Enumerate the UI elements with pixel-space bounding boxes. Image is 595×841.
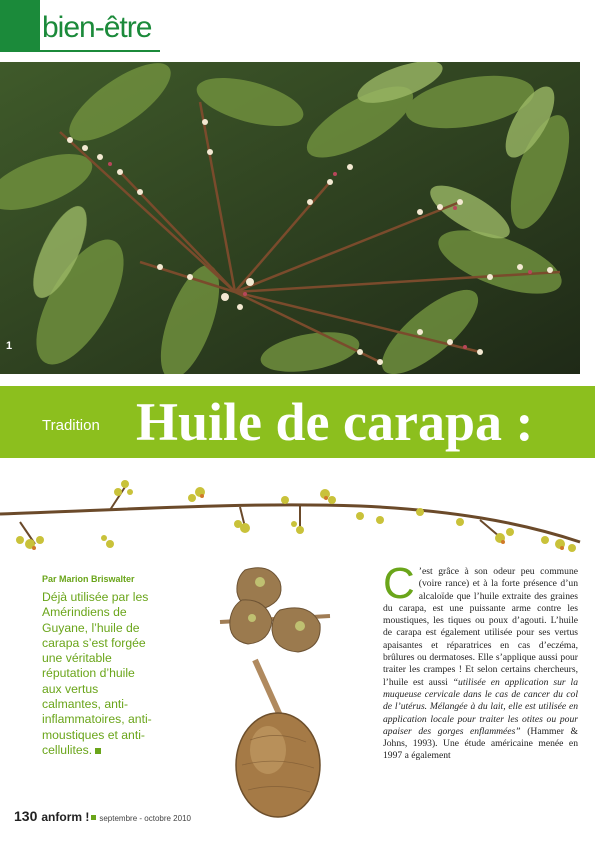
- flowering-branch-illustration: [0, 462, 595, 562]
- footer-separator-icon: [91, 815, 96, 820]
- byline: Par Marion Briswalter: [42, 574, 135, 584]
- carapa-foliage-illustration: [0, 62, 580, 374]
- body-quote: “utilisée en application sur la muqueuse cervicale dans le cas de cancer du col de l’utérus. Mélangée à du lait, elle est utilisée en application locale pour traiter les otites ou pour apaiser des gorges enflammées”: [383, 676, 578, 737]
- body-text: [383, 566, 578, 806]
- carapa-seeds-illustration: [210, 560, 360, 825]
- end-mark-icon: [95, 748, 101, 754]
- header-rule: [0, 50, 160, 52]
- photo-number: 1: [6, 340, 13, 352]
- section-label: bien-être: [42, 11, 152, 44]
- drop-cap: C: [383, 566, 415, 608]
- intro-body: Déjà utilisée par les Amérindiens de Guyane, l’huile de carapa s’est forgée une véritable réputation d’huile aux vertus calmantes, anti-inflammatoires, anti-moustiques et anti-cellulites.: [42, 590, 152, 757]
- body-paragraph-start: ’est grâce à son odeur peu commune (voire rance) et à la forte présence d’un alcaloïde que l’huile extraite des graines du carapa, est une puissante arme contre les moustiques, les tiques ou poux d’agouti. L’huile de carapa est également utilisée pour ses vertus apaisantes et réparatrices en cas d’eczéma, brûlures ou dermatoses. Elle s’applique aussi pour traiter les crampes ! Et selon certains chercheurs, l’huile est aussi: [383, 566, 578, 688]
- page-footer: [14, 808, 191, 824]
- page-number: 130: [14, 808, 38, 824]
- kicker: Tradition: [42, 417, 100, 434]
- magazine-name: anform !: [41, 810, 90, 824]
- intro-text: [42, 590, 154, 758]
- body-paragraph-end: (Hammer & Johns, 1993). Une étude américaine menée en 1997 a également: [383, 725, 578, 762]
- issue-date: septembre - octobre 2010: [99, 814, 191, 823]
- section-color-block: [0, 0, 40, 50]
- headline: Huile de carapa :: [136, 392, 534, 452]
- hero-photo: [0, 62, 580, 374]
